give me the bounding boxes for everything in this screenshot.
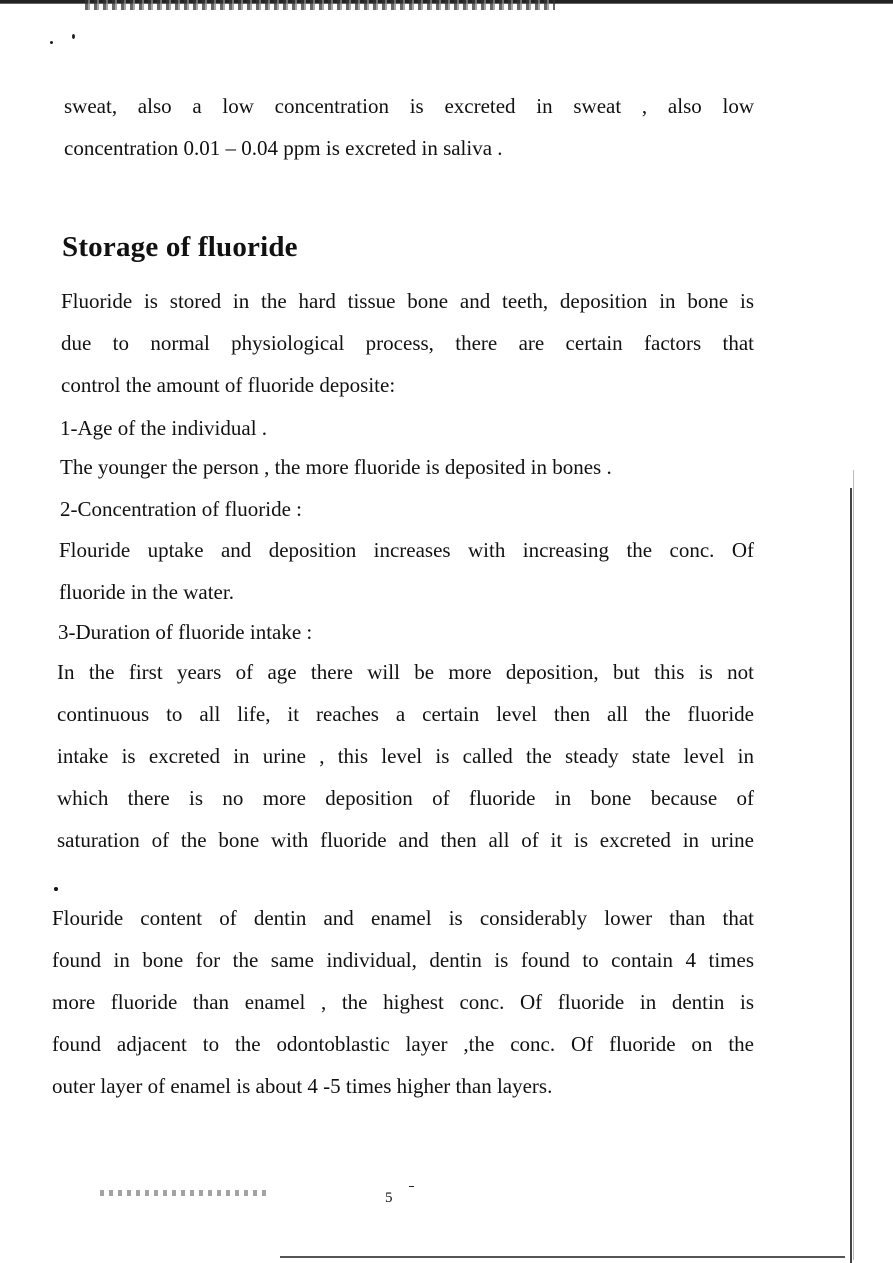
text-line: more fluoride than enamel , the highest conc. Of fluoride in dentin is [52,990,754,1014]
stray-period [54,887,58,891]
right-scan-border [850,488,852,1263]
scan-speck [50,41,53,44]
text-line: Flouride uptake and deposition increases with increasing the conc. Of [59,538,754,562]
page-number: 5 [385,1190,393,1206]
text-line: In the first years of age there will be more deposition, but this is not [57,660,754,684]
text-line: fluoride in the water. [59,580,234,604]
scan-speck [409,1186,414,1187]
section-title: Storage of fluoride [62,231,298,263]
text-line: sweat, also a low concentration is excreted in sweat , also low [64,94,754,118]
text-line: control the amount of fluoride deposite: [61,373,396,397]
text-line: concentration 0.01 – 0.04 ppm is excreted in saliva . [64,136,503,160]
dentin-paragraph [52,897,754,1107]
text-line: continuous to all life, it reaches a certain level then all the fluoride [57,702,754,726]
top-scan-noise [85,0,555,10]
factor-1-text: The younger the person , the more fluoride is deposited in bones . [60,455,612,479]
factor-1-title: 1-Age of the individual . [60,416,268,440]
intro-paragraph [64,85,754,169]
text-line: intake is excreted in urine , this level is called the steady state level in [57,744,754,768]
text-line: saturation of the bone with fluoride and then all of it is excreted in urine [57,828,754,852]
footer-scan-noise [100,1190,270,1196]
storage-paragraph [61,280,754,406]
text-line: outer layer of enamel is about 4 -5 times higher than layers. [52,1074,553,1098]
factor-3-paragraph [57,651,754,861]
text-line: due to normal physiological process, there are certain factors that [61,331,754,355]
factor-2-paragraph [59,529,754,613]
right-scan-border-faint [853,470,854,1260]
text-line: found adjacent to the odontoblastic layer ,the conc. Of fluoride on the [52,1032,754,1056]
factor-2-title: 2-Concentration of fluoride : [60,497,303,521]
scan-speck [72,34,75,39]
text-line: which there is no more deposition of fluoride in bone because of [57,786,754,810]
factor-3-title: 3-Duration of fluoride intake : [58,620,313,644]
bottom-scan-border [280,1256,845,1258]
text-line: Flouride content of dentin and enamel is considerably lower than that [52,906,754,930]
text-line: Fluoride is stored in the hard tissue bone and teeth, deposition in bone is [61,289,754,313]
text-line: found in bone for the same individual, dentin is found to contain 4 times [52,948,754,972]
